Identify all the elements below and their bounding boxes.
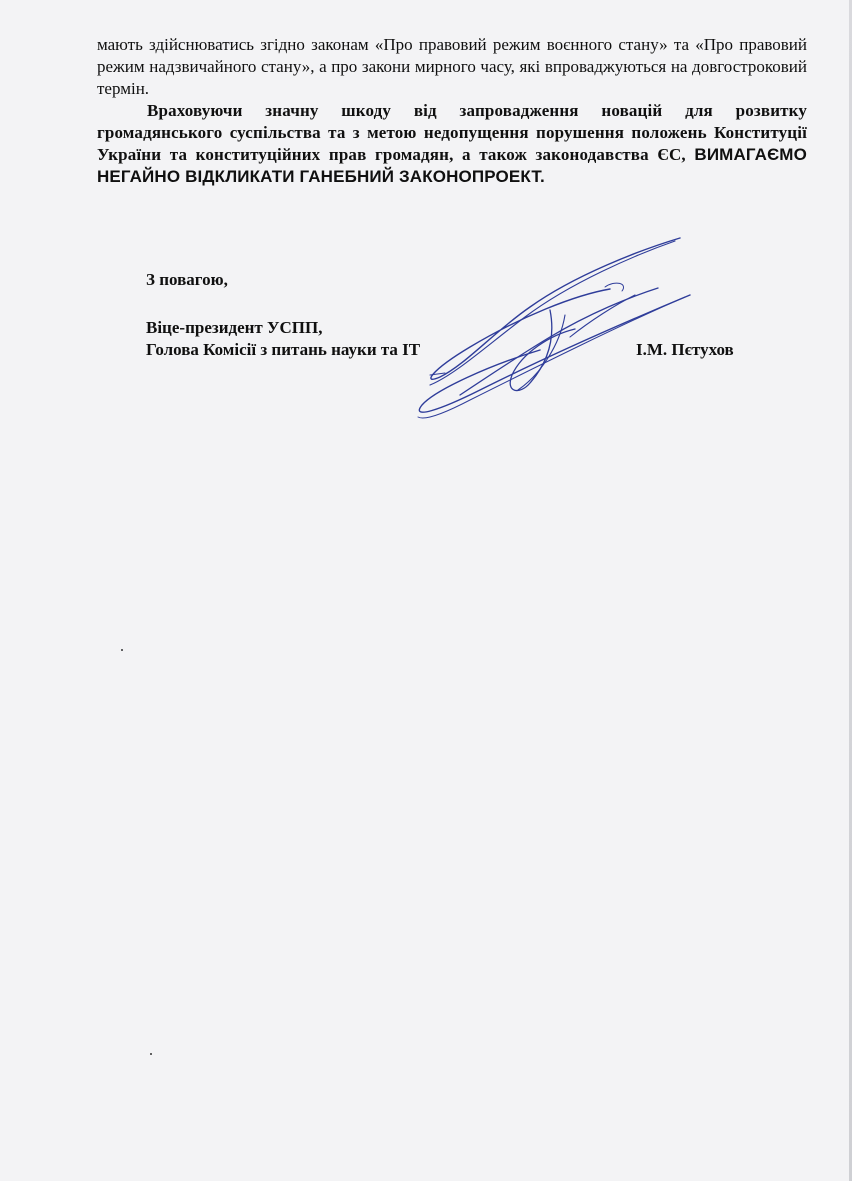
paragraph-2-main: Враховуючи значну шкоду від запровадження новацій для розвитку громадянського суспільства та з метою недопущення порушення положень Конституції України та конституційних прав громадян, а також законодавства ЄС,: [97, 101, 807, 164]
signer-name: І.М. Пєтухов: [636, 340, 734, 359]
handwritten-signature: [400, 225, 700, 430]
signer-position-commission-head: Голова Комісії з питань науки та ІТ: [146, 340, 421, 359]
paragraph-1: мають здійснюватись згідно законам «Про правовий режим воєнного стану» та «Про правовий режим надзвичайного стану», а про закони мирного часу, які впроваджуються на довгостроковий термін.: [97, 35, 807, 98]
paragraph-2-demand: ВИМАГАЄМО НЕГАЙНО ВІДКЛИКАТИ ГАНЕБНИЙ ЗАКОНОПРОЕКТ.: [97, 145, 807, 186]
scan-speck: [150, 1053, 152, 1055]
paragraph-2: [97, 100, 807, 188]
closing-greeting: З повагою,: [146, 270, 228, 289]
scan-speck: [121, 649, 123, 651]
signer-position-vice-president: Віце-президент УСПП,: [146, 318, 323, 337]
